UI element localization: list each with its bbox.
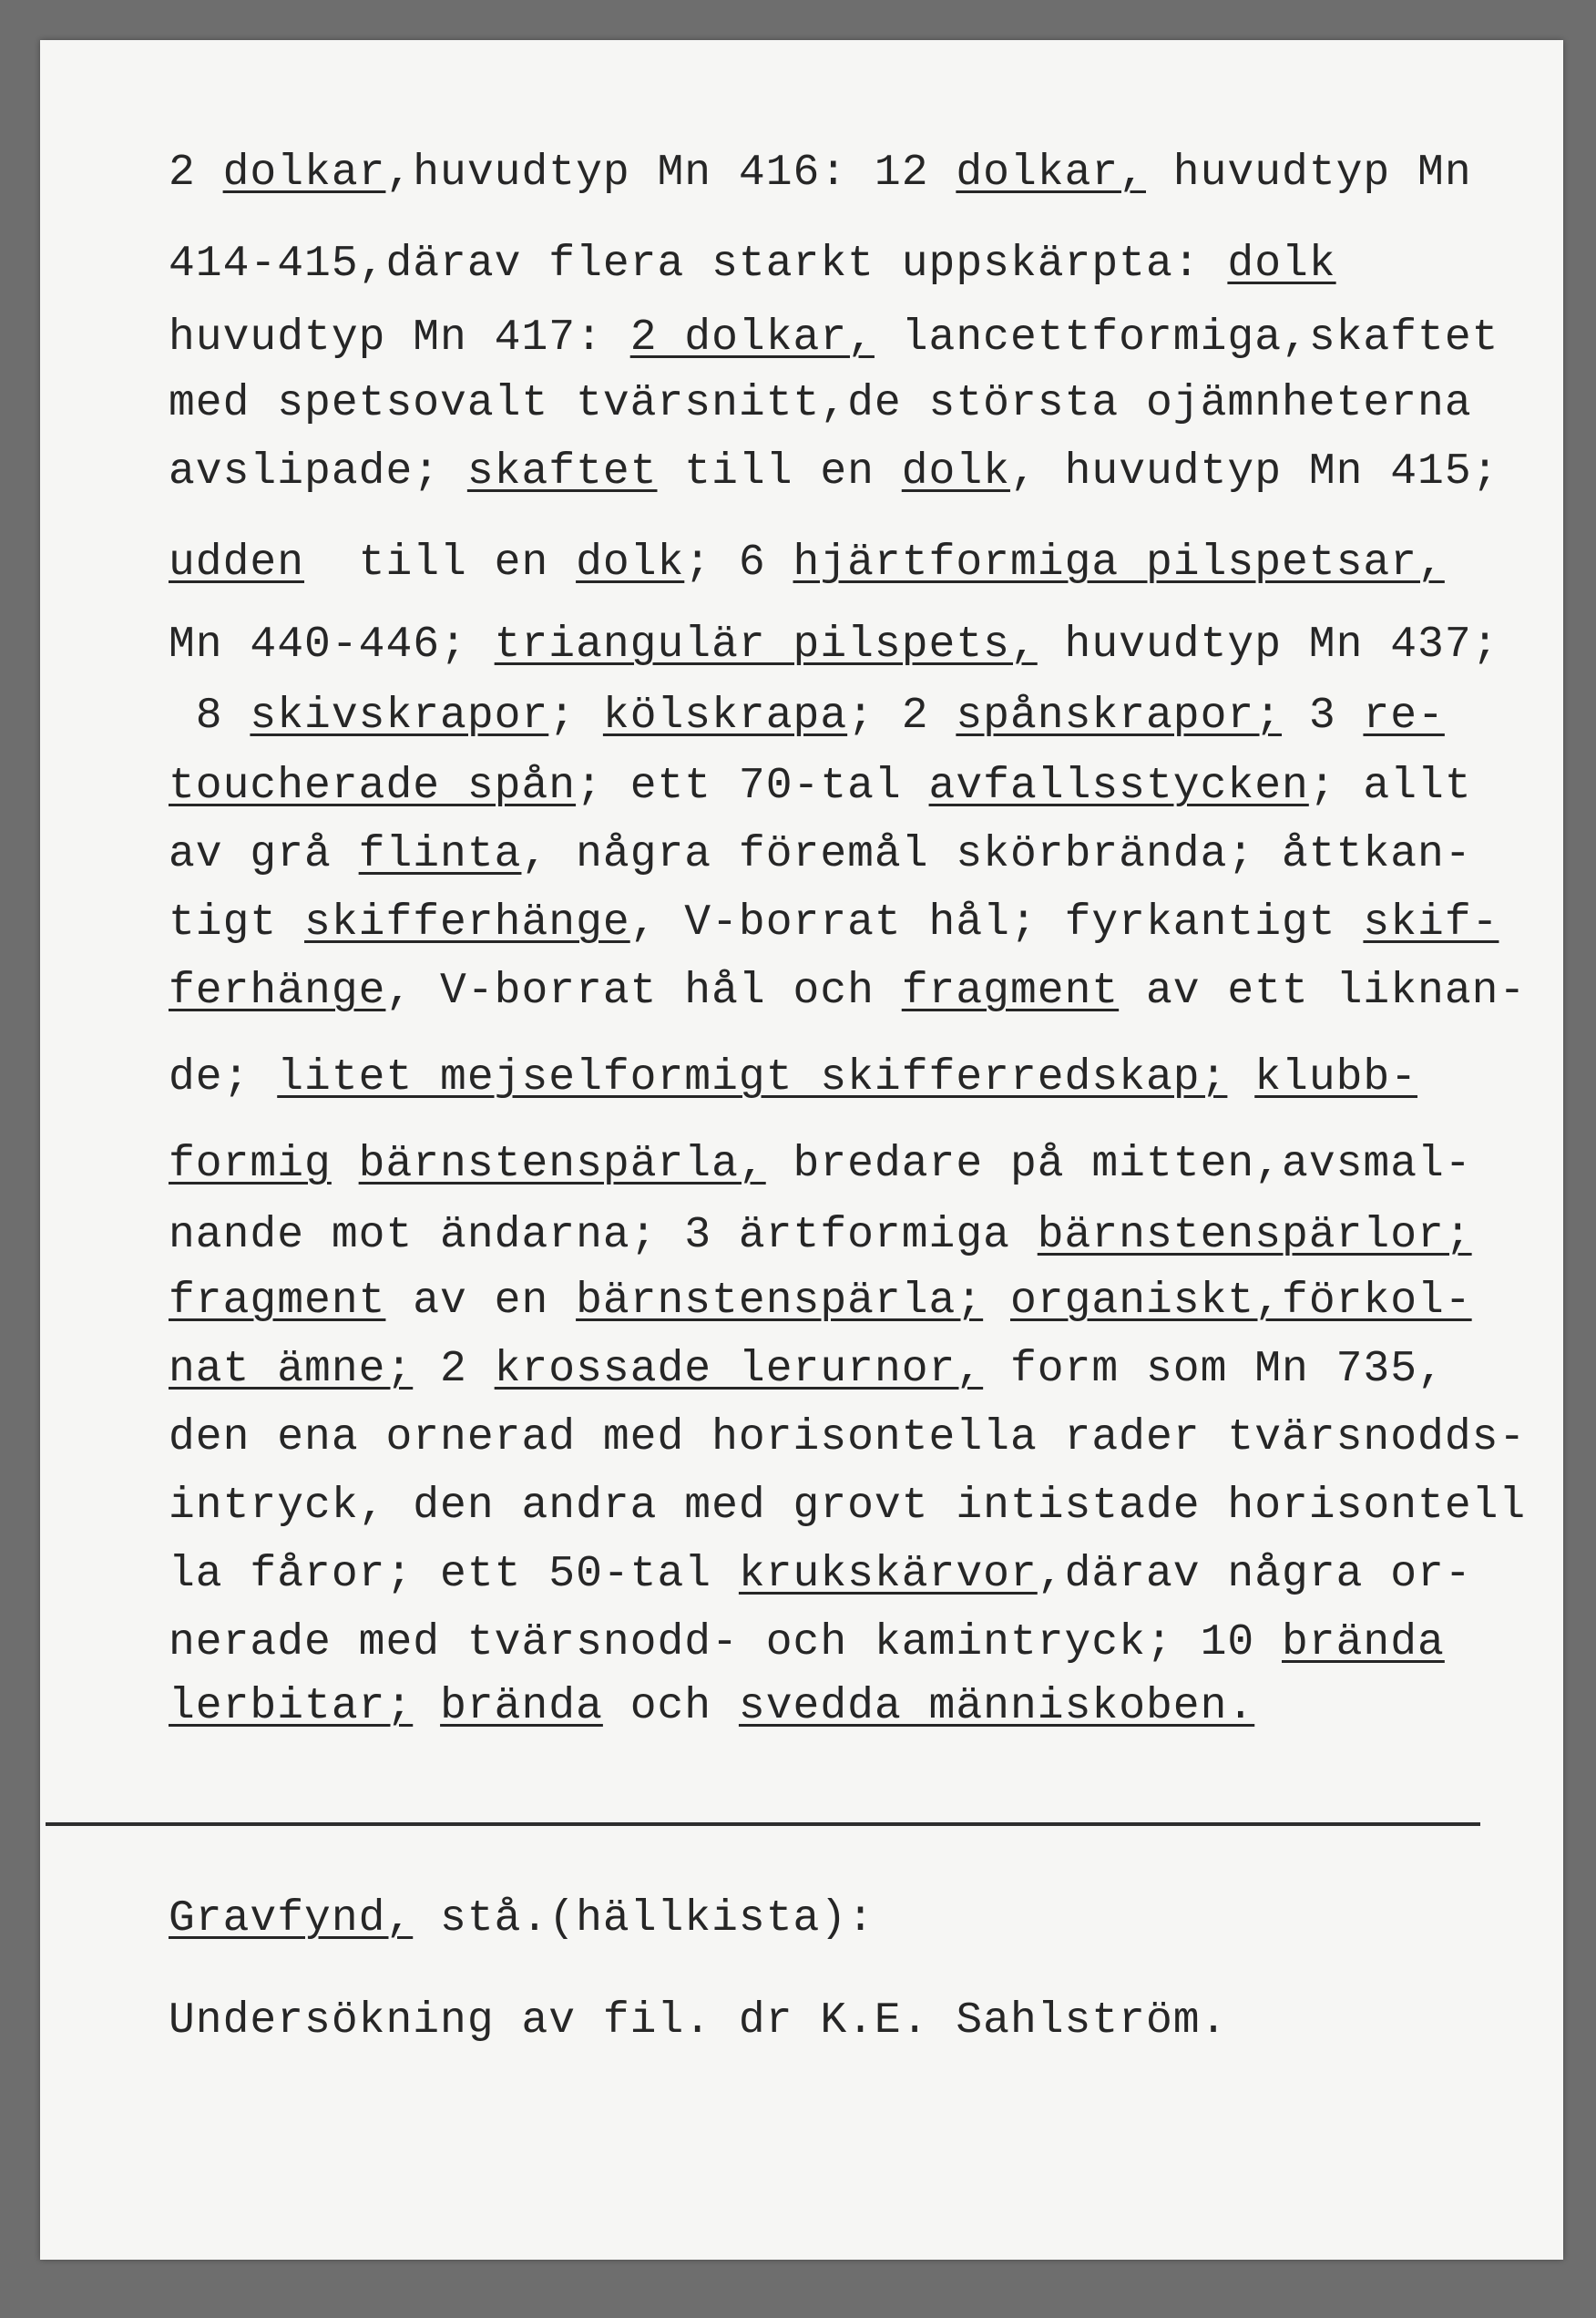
underlined-term: ferhänge — [169, 967, 386, 1016]
grave-find-label: Gravfynd, — [169, 1894, 414, 1944]
text-run: ,därav några or- — [1037, 1550, 1472, 1599]
horizontal-rule — [46, 1822, 1480, 1826]
text-run: Mn 440-446; — [169, 621, 495, 670]
text-run: 8 — [169, 692, 251, 741]
underlined-term: hjärtformiga pilspetsar, — [793, 538, 1445, 588]
underlined-term: fragment — [901, 967, 1120, 1016]
underlined-term: krossade lerurnor, — [494, 1345, 984, 1394]
underlined-term: triangulär pilspets, — [494, 621, 1038, 670]
text-run: ; 2 — [847, 692, 957, 741]
underlined-term: lerbitar; — [169, 1682, 414, 1731]
underlined-term: bärnstenspärlor; — [1037, 1211, 1472, 1260]
text-line-4 — [169, 378, 1472, 429]
underlined-term: svedda människoben. — [738, 1682, 1255, 1731]
text-line-5 — [169, 446, 1499, 497]
text-line-10 — [169, 829, 1472, 880]
text-run: nerade med tvärsnodd- och kamintryck; 10 — [169, 1618, 1282, 1667]
underlined-term: dolk — [1227, 240, 1336, 289]
text-run: bredare på mitten,avsmal- — [765, 1140, 1472, 1189]
underlined-term: krukskärvor — [738, 1550, 1038, 1599]
underlined-term: re- — [1363, 692, 1445, 741]
text-run: , huvudtyp Mn 415; — [1009, 447, 1499, 497]
text-run: huvudtyp Mn 417: — [169, 313, 630, 363]
text-run — [413, 1682, 440, 1731]
text-run: ; 6 — [684, 538, 793, 588]
text-line-18 — [169, 1412, 1526, 1463]
text-run: de; — [169, 1053, 278, 1103]
underlined-term: dolk — [576, 538, 685, 588]
text-run: av en — [385, 1277, 577, 1326]
underlined-term: udden — [169, 538, 305, 588]
underlined-term: nat ämne; — [169, 1345, 414, 1394]
text-run: intryck, den andra med grovt intistade horisontell — [169, 1482, 1527, 1531]
text-run: ; — [548, 692, 603, 741]
underlined-term: formig — [169, 1140, 332, 1189]
text-run: 3 — [1282, 692, 1364, 741]
text-line-19 — [169, 1481, 1526, 1532]
underlined-term: skif- — [1363, 898, 1499, 948]
text-line-21 — [169, 1617, 1445, 1668]
underlined-term: fragment — [169, 1277, 386, 1326]
grave-find-rest: stå.(hällkista): — [413, 1894, 875, 1944]
underlined-term: flinta — [358, 830, 522, 879]
text-line-1 — [169, 148, 1472, 199]
text-run: den ena ornerad med horisontella rader tvärsnodds- — [169, 1413, 1527, 1462]
text-line-15 — [169, 1210, 1472, 1261]
underlined-term: klubb- — [1254, 1053, 1418, 1103]
underlined-term: toucherade spån — [169, 762, 577, 811]
text-line-13 — [169, 1052, 1417, 1103]
text-line-11 — [169, 897, 1499, 949]
text-line-20 — [169, 1549, 1472, 1600]
text-run: huvudtyp Mn 437; — [1037, 621, 1499, 670]
text-run: till en — [304, 538, 577, 588]
text-run: avslipade; — [169, 447, 467, 497]
text-run: la fåror; ett 50-tal — [169, 1550, 739, 1599]
text-run: med spetsovalt tvärsnitt,de största ojämnheterna — [169, 379, 1472, 428]
text-line-14 — [169, 1139, 1472, 1190]
text-run: nande mot ändarna; 3 ärtformiga — [169, 1211, 1038, 1260]
underlined-term: avfallsstycken — [928, 762, 1309, 811]
underlined-term: brända — [1282, 1618, 1445, 1667]
underlined-term: skifferhänge — [304, 898, 630, 948]
text-line-22 — [169, 1681, 1254, 1732]
text-run: 2 — [169, 149, 223, 198]
text-line-9 — [169, 761, 1472, 812]
underlined-term: bärnstenspärla, — [358, 1140, 766, 1189]
text-run: 2 — [413, 1345, 495, 1394]
underlined-term: dolkar — [222, 149, 386, 198]
text-run: av grå — [169, 830, 359, 879]
text-run: till en — [657, 447, 902, 497]
text-run: ; allt — [1308, 762, 1472, 811]
footer-note: Undersökning av fil. dr K.E. Sahlström. — [169, 1996, 1228, 2046]
underlined-term: dolkar, — [956, 149, 1146, 198]
text-run: lancettformiga,skaftet — [874, 313, 1499, 363]
underlined-term: bärnstenspärla; — [576, 1277, 984, 1326]
text-line-7 — [169, 620, 1499, 671]
text-run: tigt — [169, 898, 305, 948]
underlined-term: kölskrapa — [602, 692, 848, 741]
text-line-16 — [169, 1276, 1472, 1327]
text-run: , V-borrat hål; fyrkantigt — [629, 898, 1364, 948]
text-run: huvudtyp Mn — [1145, 149, 1472, 198]
text-run: 414-415,därav flera starkt uppskärpta: — [169, 240, 1228, 289]
underlined-term: dolk — [901, 447, 1010, 497]
text-run: ; ett 70-tal — [576, 762, 929, 811]
grave-find-heading — [169, 1893, 875, 1944]
text-line-2 — [169, 239, 1336, 290]
text-run: och — [602, 1682, 739, 1731]
underlined-term: spånskrapor; — [956, 692, 1283, 741]
text-run — [983, 1277, 1010, 1326]
text-line-3 — [169, 313, 1499, 364]
text-run — [332, 1140, 359, 1189]
underlined-term: organiskt,förkol- — [1009, 1277, 1472, 1326]
text-run: av ett liknan- — [1119, 967, 1527, 1016]
text-run: , V-borrat hål och — [385, 967, 902, 1016]
underlined-term: skaftet — [466, 447, 658, 497]
text-run: , några föremål skörbrända; åttkan- — [521, 830, 1472, 879]
text-line-12 — [169, 966, 1526, 1017]
underlined-term: 2 dolkar, — [629, 313, 875, 363]
text-line-8 — [169, 691, 1445, 742]
underlined-term: litet mejselformigt skifferredskap; — [277, 1053, 1228, 1103]
underlined-term: brända — [440, 1682, 603, 1731]
text-run: ,huvudtyp Mn 416: 12 — [385, 149, 957, 198]
underlined-term: skivskrapor — [250, 692, 549, 741]
text-run: form som Mn 735, — [983, 1345, 1445, 1394]
text-run — [1227, 1053, 1254, 1103]
text-line-17 — [169, 1344, 1445, 1395]
text-line-6 — [169, 538, 1445, 589]
